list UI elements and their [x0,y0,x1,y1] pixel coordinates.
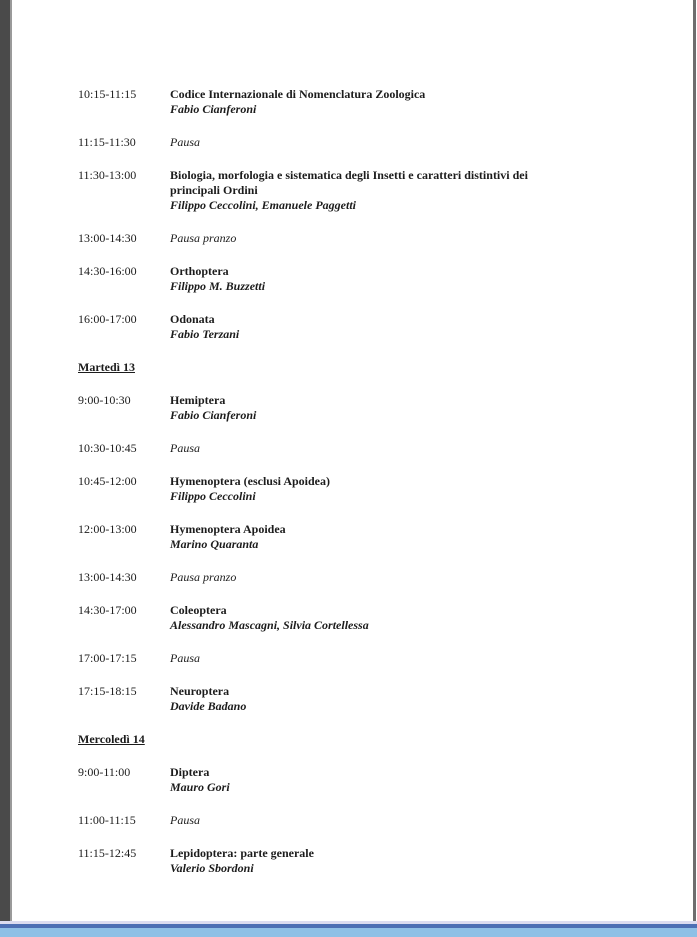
break-label: Pausa [170,135,200,149]
session-speakers: Valerio Sbordoni [170,861,254,875]
break-cell [170,441,200,456]
session-title: Odonata [170,312,215,326]
session-cell [170,765,230,795]
time-range: 10:30-10:45 [78,441,137,455]
session-title: Neuroptera [170,684,230,698]
time-range: 10:15-11:15 [78,87,137,101]
session-cell [170,603,369,633]
session-speakers: Fabio Cianferoni [170,408,257,422]
session-row [78,765,638,795]
time-range: 11:00-11:15 [78,813,136,827]
break-label: Pausa [170,651,200,665]
session-speakers: Mauro Gori [170,780,230,794]
session-row [78,393,638,423]
time-range: 16:00-17:00 [78,312,137,326]
time-range: 14:30-17:00 [78,603,137,617]
break-row [78,135,638,150]
session-cell [170,87,425,117]
break-cell [170,813,200,828]
break-label: Pausa [170,441,200,455]
session-cell [170,474,330,504]
session-title: Hymenoptera (esclusi Apoidea) [170,474,330,488]
session-row [78,474,638,504]
session-speakers: Filippo Ceccolini [170,489,256,503]
session-row [78,603,638,633]
session-cell [170,522,286,552]
break-cell [170,651,200,666]
session-row [78,846,638,876]
time-range: 9:00-11:00 [78,765,131,779]
session-row [78,168,638,213]
break-row [78,813,638,828]
time-range: 12:00-13:00 [78,522,137,536]
schedule-content [78,87,638,894]
day-heading: Mercoledì 14 [78,732,145,746]
time-range: 14:30-16:00 [78,264,137,278]
session-speakers: Fabio Terzani [170,327,240,341]
session-title: Hymenoptera Apoidea [170,522,286,536]
break-row [78,441,638,456]
session-row [78,87,638,117]
time-range: 11:30-13:00 [78,168,137,182]
session-title: Diptera [170,765,210,779]
session-title: Codice Internazionale di Nomenclatura Zoologica [170,87,426,101]
session-speakers: Alessandro Mascagni, Silvia Cortellessa [170,618,369,632]
session-speakers: Filippo M. Buzzetti [170,279,266,293]
time-range: 13:00-14:30 [78,570,137,584]
break-label: Pausa pranzo [170,570,237,584]
session-title: Hemiptera [170,393,226,407]
session-row [78,264,638,294]
break-row [78,231,638,246]
session-speakers: Fabio Cianferoni [170,102,257,116]
session-title: Orthoptera [170,264,229,278]
time-range: 11:15-12:45 [78,846,137,860]
break-label: Pausa pranzo [170,231,237,245]
break-cell [170,570,236,585]
session-cell [170,684,246,714]
break-row [78,570,638,585]
session-cell [170,168,530,213]
time-range: 17:00-17:15 [78,651,137,665]
day-heading: Martedì 13 [78,360,135,374]
time-range: 13:00-14:30 [78,231,137,245]
session-cell [170,846,314,876]
time-range: 17:15-18:15 [78,684,137,698]
session-cell [170,264,265,294]
session-row [78,312,638,342]
session-speakers: Davide Badano [170,699,247,713]
break-cell [170,231,236,246]
session-title: Biologia, morfologia e sistematica degli Insetti e caratteri distintivi dei principali Ordini [170,168,528,197]
right-edge-line [693,0,696,925]
time-range: 11:15-11:30 [78,135,136,149]
session-title: Lepidoptera: parte generale [170,846,314,860]
bottom-accent-bar [0,928,697,937]
session-row [78,684,638,714]
session-cell [170,312,239,342]
session-row [78,522,638,552]
time-range: 9:00-10:30 [78,393,131,407]
break-cell [170,135,200,150]
session-speakers: Marino Quaranta [170,537,259,551]
session-title: Coleoptera [170,603,227,617]
left-edge-shadow [0,0,12,925]
session-cell [170,393,256,423]
session-speakers: Filippo Ceccolini, Emanuele Paggetti [170,198,356,212]
break-label: Pausa [170,813,200,827]
time-range: 10:45-12:00 [78,474,137,488]
break-row [78,651,638,666]
